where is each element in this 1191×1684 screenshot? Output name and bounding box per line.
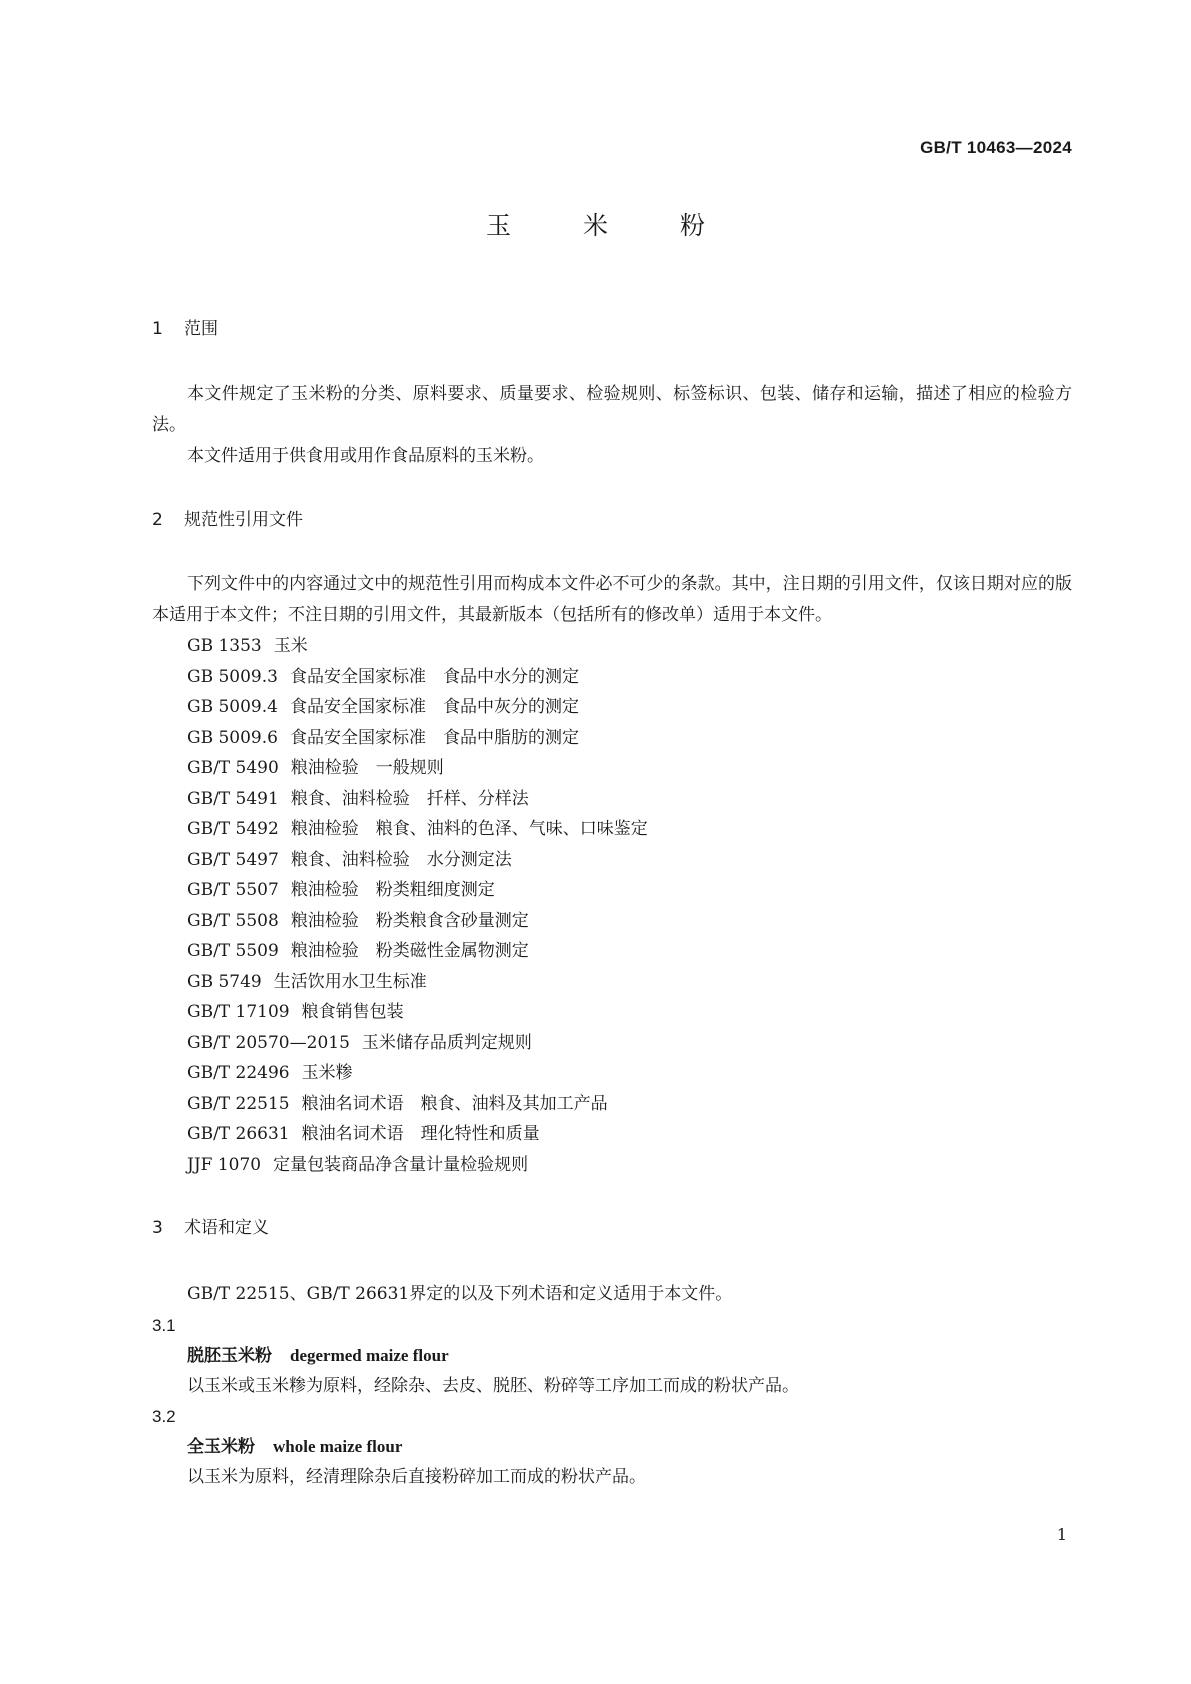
reference-code: GB/T 20570—2015 — [187, 1032, 350, 1053]
reference-item — [152, 784, 1072, 815]
reference-item — [152, 631, 1072, 662]
reference-title: 生活饮用水卫生标准 — [273, 971, 427, 992]
term-name — [152, 1432, 1072, 1462]
reference-item — [152, 1119, 1072, 1150]
reference-item — [152, 875, 1072, 906]
reference-title: 粮食销售包装 — [301, 1002, 404, 1022]
reference-code: JJF 1070 — [187, 1154, 262, 1175]
reference-code: GB 5009.6 — [187, 727, 278, 748]
paragraph: 本文件规定了玉米粉的分类、原料要求、质量要求、检验规则、标签标识、包装、储存和运输，描述了相应的检验方法。 — [152, 384, 1072, 435]
reference-code: GB 5009.4 — [187, 697, 278, 717]
reference-code: GB/T 22515 — [187, 1093, 290, 1114]
reference-code: GB/T 5509 — [187, 941, 279, 961]
paragraph: GB/T 22515、GB/T 26631界定的以及下列术语和定义适用于本文件。 — [187, 1284, 733, 1304]
reference-code: GB/T 5508 — [187, 910, 279, 931]
reference-code: GB 5749 — [187, 971, 262, 992]
term-definition: 以玉米或玉米糁为原料，经除杂、去皮、脱胚、粉碎等工序加工而成的粉状产品。 — [187, 1376, 799, 1396]
reference-title: 粮油检验 粮食、油料的色泽、气味、口味鉴定 — [290, 819, 648, 839]
term-number: 3.2 — [152, 1407, 176, 1426]
section-title: 范围 — [184, 319, 218, 339]
reference-item — [152, 753, 1072, 784]
section-heading-scope — [152, 316, 1072, 342]
reference-code: GB/T 5492 — [187, 819, 279, 839]
reference-code: GB 5009.3 — [187, 666, 278, 687]
reference-code: GB/T 5490 — [187, 758, 279, 778]
reference-item — [152, 814, 1072, 845]
reference-item — [152, 845, 1072, 876]
page-number: 1 — [1056, 1525, 1067, 1544]
reference-title: 粮油检验 粉类磁性金属物测定 — [290, 941, 529, 961]
reference-code: GB/T 5491 — [187, 788, 279, 809]
reference-item — [152, 692, 1072, 723]
document-title: 玉 米 粉 — [486, 211, 737, 240]
section-number: 1 — [152, 319, 163, 339]
reference-code: GB/T 22496 — [187, 1063, 290, 1083]
reference-item — [152, 997, 1072, 1028]
reference-title: 粮食、油料检验 水分测定法 — [290, 849, 512, 870]
term-name-en: whole maize flour — [273, 1437, 403, 1456]
term-name-zh: 全玉米粉 — [187, 1437, 255, 1457]
reference-code: GB 1353 — [187, 636, 262, 656]
reference-code: GB/T 5497 — [187, 849, 279, 870]
reference-title: 定量包装商品净含量计量检验规则 — [273, 1154, 529, 1175]
section-title: 规范性引用文件 — [184, 510, 303, 530]
paragraph: 下列文件中的内容通过文中的规范性引用而构成本文件必不可少的条款。其中，注日期的引用文件，仅该日期对应的版本适用于本文件；不注日期的引用文件，其最新版本（包括所有的修改单）适用于本文件。 — [152, 574, 1072, 625]
standard-code: GB/T 10463—2024 — [920, 138, 1072, 157]
term-name-zh: 脱胚玉米粉 — [187, 1346, 272, 1366]
reference-list — [152, 631, 1072, 1180]
reference-title: 食品安全国家标准 食品中脂肪的测定 — [289, 727, 579, 748]
reference-title: 食品安全国家标准 食品中灰分的测定 — [289, 697, 579, 717]
reference-title: 粮油名词术语 粮食、油料及其加工产品 — [301, 1093, 608, 1114]
reference-title: 玉米储存品质判定规则 — [361, 1032, 532, 1053]
reference-item — [152, 1089, 1072, 1120]
reference-title: 粮油检验 一般规则 — [290, 758, 444, 778]
section-heading-terms-definitions — [152, 1215, 1072, 1241]
paragraph: 本文件适用于供食用或用作食品原料的玉米粉。 — [187, 446, 544, 466]
reference-code: GB/T 26631 — [187, 1124, 290, 1144]
section-number: 3 — [152, 1218, 163, 1238]
reference-item — [152, 1058, 1072, 1089]
section-title: 术语和定义 — [184, 1218, 269, 1238]
reference-title: 食品安全国家标准 食品中水分的测定 — [289, 666, 579, 687]
reference-code: GB/T 5507 — [187, 880, 279, 900]
section-number: 2 — [152, 510, 163, 530]
reference-item — [152, 906, 1072, 937]
section-heading-normative-references — [152, 507, 1072, 533]
reference-item — [152, 1028, 1072, 1059]
reference-item — [152, 936, 1072, 967]
reference-item — [152, 1150, 1072, 1181]
term-name — [152, 1341, 1072, 1371]
reference-item — [152, 723, 1072, 754]
term-number: 3.1 — [152, 1316, 176, 1335]
reference-item — [152, 662, 1072, 693]
reference-title: 粮油检验 粉类粗细度测定 — [290, 880, 495, 900]
reference-title: 粮油检验 粉类粮食含砂量测定 — [290, 910, 529, 931]
reference-code: GB/T 17109 — [187, 1002, 290, 1022]
document-body — [152, 316, 1072, 1492]
reference-title: 粮食、油料检验 扦样、分样法 — [290, 788, 529, 809]
reference-title: 玉米 — [273, 636, 308, 656]
term-definition: 以玉米为原料，经清理除杂后直接粉碎加工而成的粉状产品。 — [187, 1467, 646, 1487]
reference-title: 粮油名词术语 理化特性和质量 — [301, 1124, 540, 1144]
reference-item — [152, 967, 1072, 998]
reference-title: 玉米糁 — [301, 1063, 353, 1083]
term-name-en: degermed maize flour — [290, 1346, 449, 1365]
